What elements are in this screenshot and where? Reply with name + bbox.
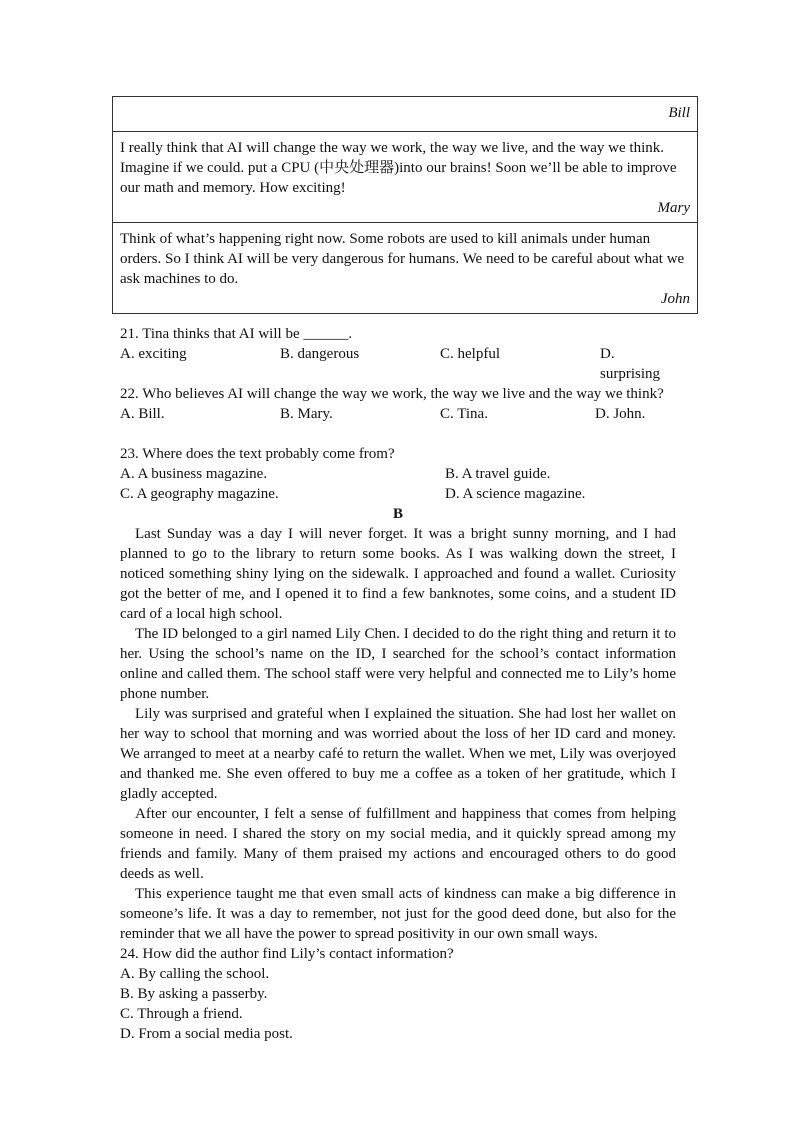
question-22 [120, 384, 680, 424]
reading-passage [120, 524, 676, 1044]
opinion-text: Think of what’s happening right now. Some robots are used to kill animals under human orders. So I think AI will be very dangerous for humans. We need to be careful about what we ask machines to do. [120, 231, 685, 287]
question-23 [120, 444, 680, 504]
question-stem: 21. Tina thinks that AI will be ______. [120, 326, 353, 342]
opinion-table [112, 96, 698, 314]
option-d: D. John. [595, 406, 646, 422]
option-a: A. A business magazine. [120, 466, 268, 482]
opinion-row-mary [113, 131, 697, 222]
opinion-author: Mary [657, 200, 690, 216]
question-options [120, 464, 680, 504]
question-stem: 24. How did the author find Lily’s contact information? [120, 946, 454, 962]
option-b: B. Mary. [280, 406, 333, 422]
opinion-row-john [113, 222, 697, 313]
passage-paragraph: Last Sunday was a day I will never forget. It was a bright sunny morning, and I had planned to go to the library to return some books. As I was walking down the street, I noticed something shiny lying on the sidewalk. I approached and found a wallet. Curiosity got the better of me, and I opened it to find a few banknotes, some coins, and a student ID card of a local high school. [120, 526, 676, 622]
passage-paragraph: This experience taught me that even small acts of kindness can make a big difference in someone’s life. It was a day to remember, not just for the good deed done, but also for the reminder that we all have the power to spread positivity in our own small ways. [120, 886, 676, 942]
passage-paragraph: After our encounter, I felt a sense of fulfillment and happiness that comes from helping someone in need. I shared the story on my social media, and it quickly spread among my friends and family. Many of them praised my actions and encouraged others to do good deeds as well. [120, 806, 676, 882]
opinion-author: John [660, 291, 690, 307]
question-options [120, 404, 680, 424]
option-c: C. helpful [440, 346, 500, 362]
option-c: C. A geography magazine. [120, 486, 279, 502]
option-a: A. By calling the school. [120, 966, 270, 982]
passage-paragraph: The ID belonged to a girl named Lily Chen. I decided to do the right thing and return it to her. Using the school’s name on the ID, I searched for the school’s contact information online and called them. The school staff were very helpful and connected me to Lily’s home phone number. [120, 626, 676, 702]
question-24 [120, 944, 676, 1044]
option-a: A. Bill. [120, 406, 165, 422]
passage-paragraph: Lily was surprised and grateful when I explained the situation. She had lost her wallet on her way to school that morning and was worried about the loss of her ID card and money. We arranged to meet at a nearby café to return the wallet. When we met, Lily was overjoyed and thanked me. She even offered to buy me a coffee as a token of her gratitude, which I gladly accepted. [120, 706, 676, 802]
option-c: C. Through a friend. [120, 1006, 243, 1022]
option-b: B. A travel guide. [445, 466, 551, 482]
option-d: D. A science magazine. [445, 486, 586, 502]
question-options [120, 344, 680, 384]
question-stem: 22. Who believes AI will change the way we work, the way we live and the way we think? [120, 386, 664, 402]
question-options [120, 964, 676, 1044]
opinion-text: I really think that AI will change the way we work, the way we live, and the way we think. Imagine if we could. put a CPU (中央处理器)into our brains! Soon we’ll be able to improve our math and memory. How exciting! [120, 140, 677, 196]
option-c: C. Tina. [440, 406, 488, 422]
question-21 [120, 324, 680, 384]
question-stem: 23. Where does the text probably come from? [120, 446, 395, 462]
opinion-author: Bill [668, 105, 690, 121]
option-b: B. dangerous [280, 346, 360, 362]
opinion-row-bill [113, 97, 697, 131]
option-d: D. From a social media post. [120, 1026, 293, 1042]
option-a: A. exciting [120, 346, 187, 362]
section-heading: B [392, 506, 403, 522]
option-d: D. surprising [600, 346, 660, 382]
option-b: B. By asking a passerby. [120, 986, 268, 1002]
